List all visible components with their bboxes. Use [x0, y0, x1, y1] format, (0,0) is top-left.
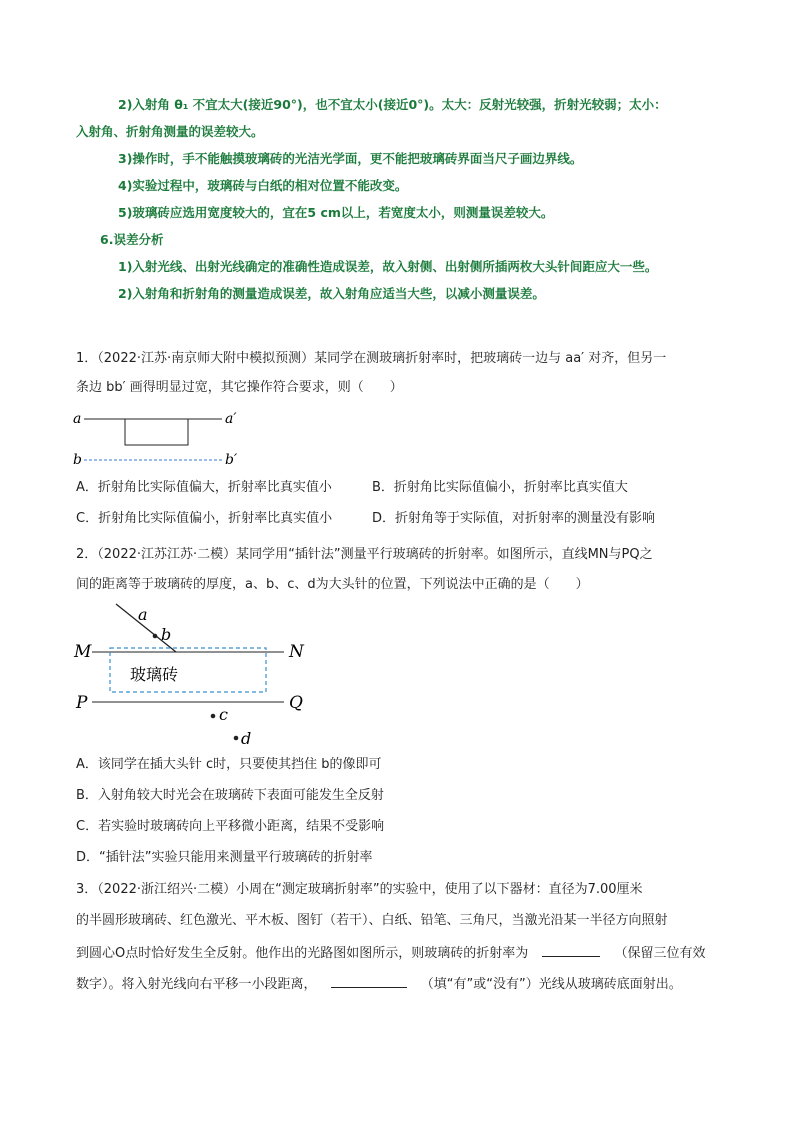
q2-label-P: P	[76, 693, 88, 713]
q1-label-a-prime: a′	[225, 411, 237, 427]
q3-line3-text: 到圆心O点时恰好发生全反射。他作出的光路图如图所示，则玻璃砖的折射率为	[76, 946, 529, 961]
q3-line3	[76, 944, 706, 962]
heading-error-analysis: 6.误差分析	[100, 232, 164, 247]
q3-line4-text: 数字）。将入射光线向右平移一小段距离，	[76, 977, 317, 992]
q3-blank-has-light[interactable]	[331, 975, 407, 988]
error-1: 1)入射光线、出射光线确定的准确性造成误差，故入射侧、出射侧所插两枚大头针间距应大一些。	[118, 259, 658, 274]
q1-label-a: a	[73, 411, 82, 427]
q3-line4-tail: （填“有”或“没有”）光线从玻璃砖底面射出。	[420, 977, 682, 992]
note-4: 4)实验过程中，玻璃砖与白纸的相对位置不能改变。	[118, 178, 408, 193]
q2-pin-b	[153, 634, 158, 639]
q1-glass-block	[125, 419, 188, 445]
q2-figure	[70, 600, 320, 750]
q2-option-d: D．“插针法”实验只能用来测量平行玻璃砖的折射率	[76, 850, 373, 865]
q2-label-Q: Q	[289, 693, 303, 713]
q3-line4	[76, 975, 682, 993]
q2-pin-d	[234, 736, 239, 741]
q1-option-c: C．折射角比实际值偏小，折射率比真实值小	[76, 511, 333, 526]
note-2-cont: 入射角、折射角测量的误差较大。	[76, 124, 264, 139]
q1-label-b: b	[73, 452, 82, 468]
note-3: 3)操作时，手不能触摸玻璃砖的光洁光学面，更不能把玻璃砖界面当尺子画边界线。	[118, 151, 583, 166]
error-2: 2)入射角和折射角的测量造成误差，故入射角应适当大些，以减小测量误差。	[118, 286, 545, 301]
note-2: 2)入射角 θ₁ 不宜太大(接近90°)，也不宜太小(接近0°)。太大：反射光较强，折射光较弱；太小：	[118, 97, 667, 112]
q2-label-M: M	[74, 642, 92, 662]
q2-option-a: A．该同学在插大头针 c时，只要使其挡住 b的像即可	[76, 757, 382, 772]
q2-label-a: a	[138, 605, 148, 624]
q1-figure	[70, 405, 250, 470]
q2-pin-c	[211, 714, 216, 719]
q1-option-b: B．折射角比实际值偏小，折射率比真实值大	[372, 480, 628, 495]
q2-stem-line1: 2．（2022·江苏江苏·二模）某同学用“插针法”测量平行玻璃砖的折射率。如图所示，直线MN与PQ之	[76, 547, 653, 562]
q1-stem-line1: 1．（2022·江苏·南京师大附中模拟预测）某同学在测玻璃折射率时，把玻璃砖一边与 aa′ 对齐，但另一	[76, 351, 667, 366]
q2-glass-label: 玻璃砖	[130, 665, 179, 684]
q1-stem-line2: 条边 bb′ 画得明显过宽，其它操作符合要求，则（ ）	[76, 380, 403, 395]
q2-stem-line2: 间的距离等于玻璃砖的厚度，a、b、c、d为大头针的位置，下列说法中正确的是（ ）	[76, 577, 589, 592]
q2-label-d: d	[241, 729, 252, 748]
q2-label-N: N	[289, 642, 304, 662]
q3-blank-refractive-index[interactable]	[542, 944, 600, 957]
note-5: 5)玻璃砖应选用宽度较大的，宜在5 cm以上，若宽度太小，则测量误差较大。	[118, 205, 554, 220]
q2-label-c: c	[219, 705, 228, 724]
q3-line1: 3．（2022·浙江绍兴·二模）小周在“测定玻璃折射率”的实验中，使用了以下器材：直径为7.00厘米	[76, 882, 643, 897]
q2-option-b: B．入射角较大时光会在玻璃砖下表面可能发生全反射	[76, 788, 384, 803]
q1-label-b-prime: b′	[225, 452, 238, 468]
q2-label-b: b	[161, 625, 172, 644]
q1-option-a: A．折射角比实际值偏大，折射率比真实值小	[76, 480, 332, 495]
q2-option-c: C．若实验时玻璃砖向上平移微小距离，结果不受影响	[76, 819, 385, 834]
q3-line2: 的半圆形玻璃砖、红色激光、平木板、图钉（若干）、白纸、铅笔、三角尺，当激光沿某一半径方向照射	[76, 913, 668, 928]
q1-option-d: D．折射角等于实际值，对折射率的测量没有影响	[372, 511, 656, 526]
q3-line3-tail: （保留三位有效	[614, 946, 706, 961]
